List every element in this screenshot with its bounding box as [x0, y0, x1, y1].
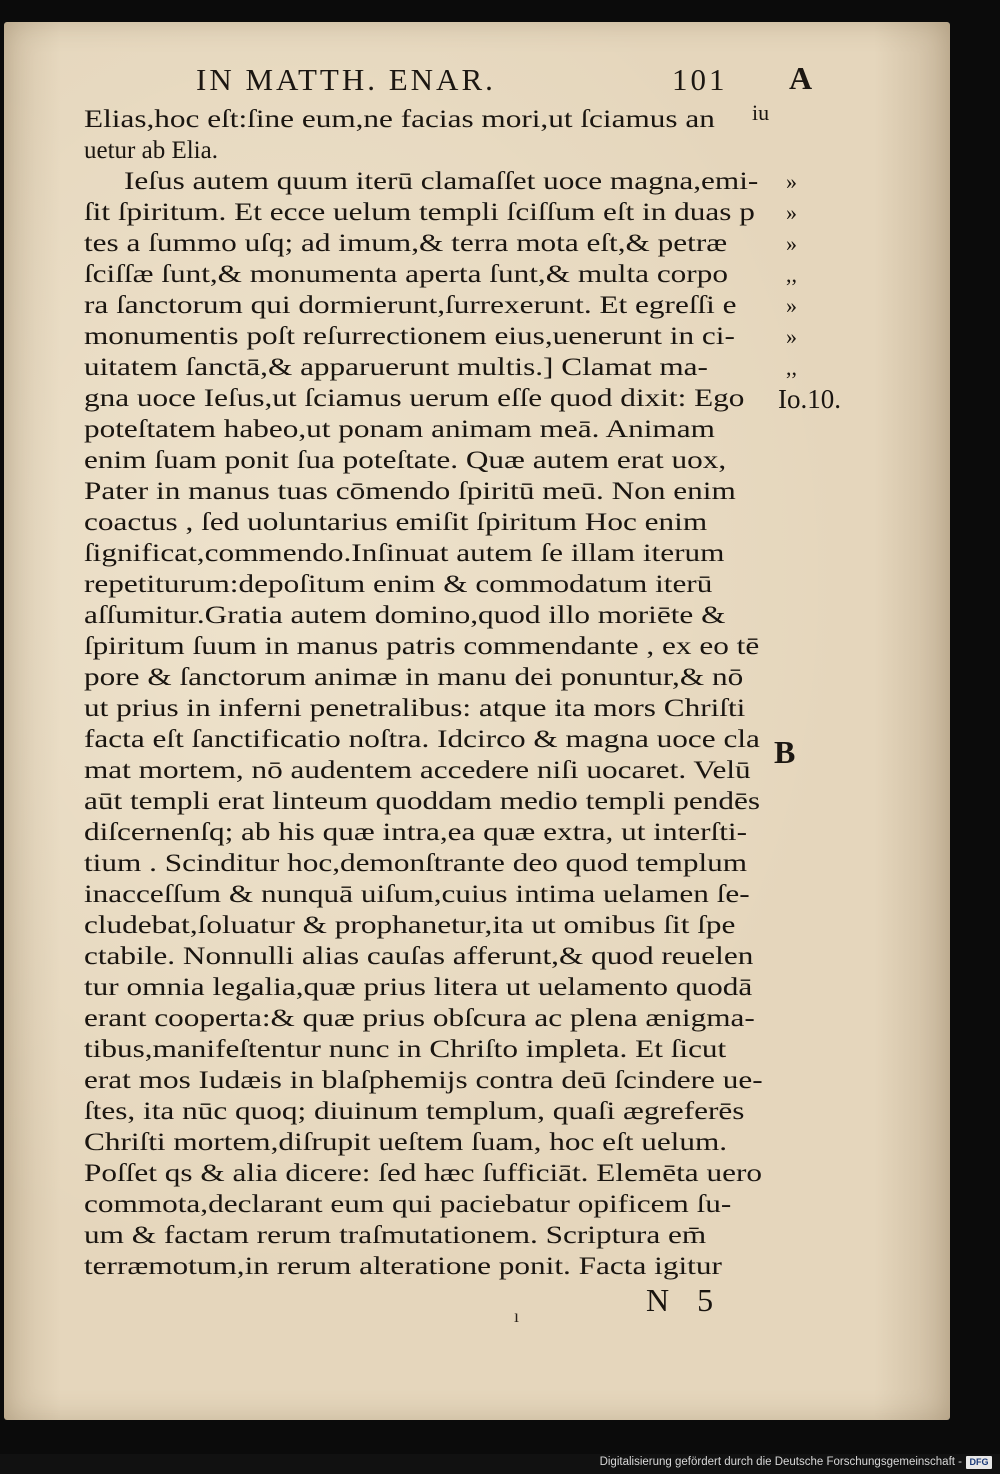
text-line: enim ſuam ponit ſua poteſtate. Quæ autem erat uox,	[84, 447, 727, 474]
quote-mark: ,,	[786, 262, 797, 287]
signature-mark: N 5	[646, 1282, 724, 1318]
text-line: terræmotum,in rerum alteratione ponit. Facta igitur	[84, 1253, 722, 1280]
text-line: ſtes, ita nūc quoq; diuinum templum, quaſi ægreferēs	[84, 1098, 745, 1125]
running-head: IN MATTH. ENAR.	[196, 62, 496, 97]
text-line: ſit ſpiritum. Et ecce uelum templi ſciſſum eſt in duas p	[84, 199, 755, 226]
margin-reference: Io.10.	[778, 384, 841, 414]
text-line: cludebat,ſoluatur & prophanetur,ita ut omibus ſit ſpe	[84, 912, 736, 939]
stray-ink-mark: ı	[514, 1306, 520, 1326]
text-line: um & factam rerum traſmutationem. Scriptura em̄	[84, 1222, 707, 1249]
text-line: gna uoce Ieſus,ut ſciamus uerum eſſe quod dixit: Ego	[84, 385, 745, 412]
text-line: diſcernenſq; ab his quæ intra,ea quæ extra, ut interſti-	[84, 819, 748, 846]
text-line: ſpiritum ſuum in manus patris commendante , ex eo tē	[84, 633, 760, 660]
text-line: uetur ab Elia.	[84, 137, 218, 164]
text-line: aſſumitur.Gratia autem domino,quod illo moriēte &	[84, 602, 726, 629]
text-line: ſignificat,commendo.Inſinuat autem ſe illam iterum	[84, 540, 725, 567]
text-line: mat mortem, nō audentem accedere niſi uocaret. Velū	[84, 757, 751, 784]
quote-mark: »	[786, 324, 797, 349]
text-line: poteſtatem habeo,ut ponam animam meā. Animam	[84, 416, 715, 443]
page-header	[196, 62, 756, 98]
text-line: ctabile. Nonnulli alias cauſas afferunt,& quod reuelen	[84, 943, 754, 970]
digitization-credit: Digitalisierung gefördert durch die Deutsche Forschungsgemeinschaft -	[599, 1456, 962, 1468]
text-line: erant cooperta:& quæ prius obſcura ac plena ænigma-	[84, 1005, 755, 1032]
text-line: Pater in manus tuas cōmendo ſpiritū meū. Non enim	[84, 478, 736, 505]
quote-mark: ,,	[786, 355, 797, 380]
quote-mark: »	[786, 293, 797, 318]
text-line: tium . Scinditur hoc,demonſtrante deo quod templum	[84, 850, 748, 877]
text-line: ſciſſæ ſunt,& monumenta aperta ſunt,& multa corpo	[84, 261, 728, 288]
text-line: Ieſus autem quum iterū clamaſſet uoce magna,emi-	[124, 168, 759, 195]
text-line: monumentis poſt reſurrectionem eius,uenerunt in ci-	[84, 323, 735, 350]
dfg-logo-icon: DFG	[966, 1456, 992, 1469]
text-line: tes a ſummo uſq; ad imum,& terra mota eſt,& petræ	[84, 230, 728, 257]
text-line: tur omnia legalia,quæ prius litera ut uelamento quodā	[84, 974, 753, 1001]
margin-quote-marks	[786, 166, 826, 383]
text-line: erat mos Iudæis in blaſphemijs contra deū ſcindere ue-	[84, 1067, 763, 1094]
text-line: facta eſt ſanctificatio noſtra. Idcirco & magna uoce cla	[84, 726, 760, 753]
text-line: commota,declarant eum qui paciebatur opificem ſu-	[84, 1191, 732, 1218]
text-line: coactus , ſed uoluntarius emiſit ſpiritum Hoc enim	[84, 509, 708, 536]
text-line: aūt templi erat linteum quoddam medio templi pendēs	[84, 788, 761, 815]
text-line: repetiturum:depoſitum enim & commodatum iterū	[84, 571, 713, 598]
body-text	[84, 104, 774, 1282]
text-line: tibus,manifeſtentur nunc in Chriſto impleta. Et ſicut	[84, 1036, 727, 1063]
quote-mark: »	[786, 231, 797, 256]
text-line: pore & ſanctorum animæ in manu dei ponuntur,& nō	[84, 664, 744, 691]
quote-mark: »	[786, 169, 797, 194]
quote-mark: »	[786, 200, 797, 225]
page-number: 101	[672, 62, 728, 97]
text-line: ra ſanctorum qui dormierunt,ſurrexerunt. Et egreſſi e	[84, 292, 737, 319]
text-line: inacceſſum & nunquā uiſum,cuius intima uelamen ſe-	[84, 881, 750, 908]
text-line: Elias,hoc eſt:ſine eum,ne facias mori,ut ſciamus an	[84, 106, 715, 133]
text-line: Chriſti mortem,diſrupit ueſtem ſuam, hoc eſt uelum.	[84, 1129, 728, 1156]
section-marker-a: A	[789, 60, 813, 96]
text-line: uitatem ſanctā,& apparuerunt multis.] Clamat ma-	[84, 354, 708, 381]
text-line: Poſſet qs & alia dicere: ſed hæc ſufficiāt. Elemēta uero	[84, 1160, 763, 1187]
section-marker-b: B	[774, 734, 796, 770]
text-line: ut prius in inferni penetralibus: atque ita mors Chriſti	[84, 695, 746, 722]
line-continuation-superscript: iu	[752, 100, 770, 125]
